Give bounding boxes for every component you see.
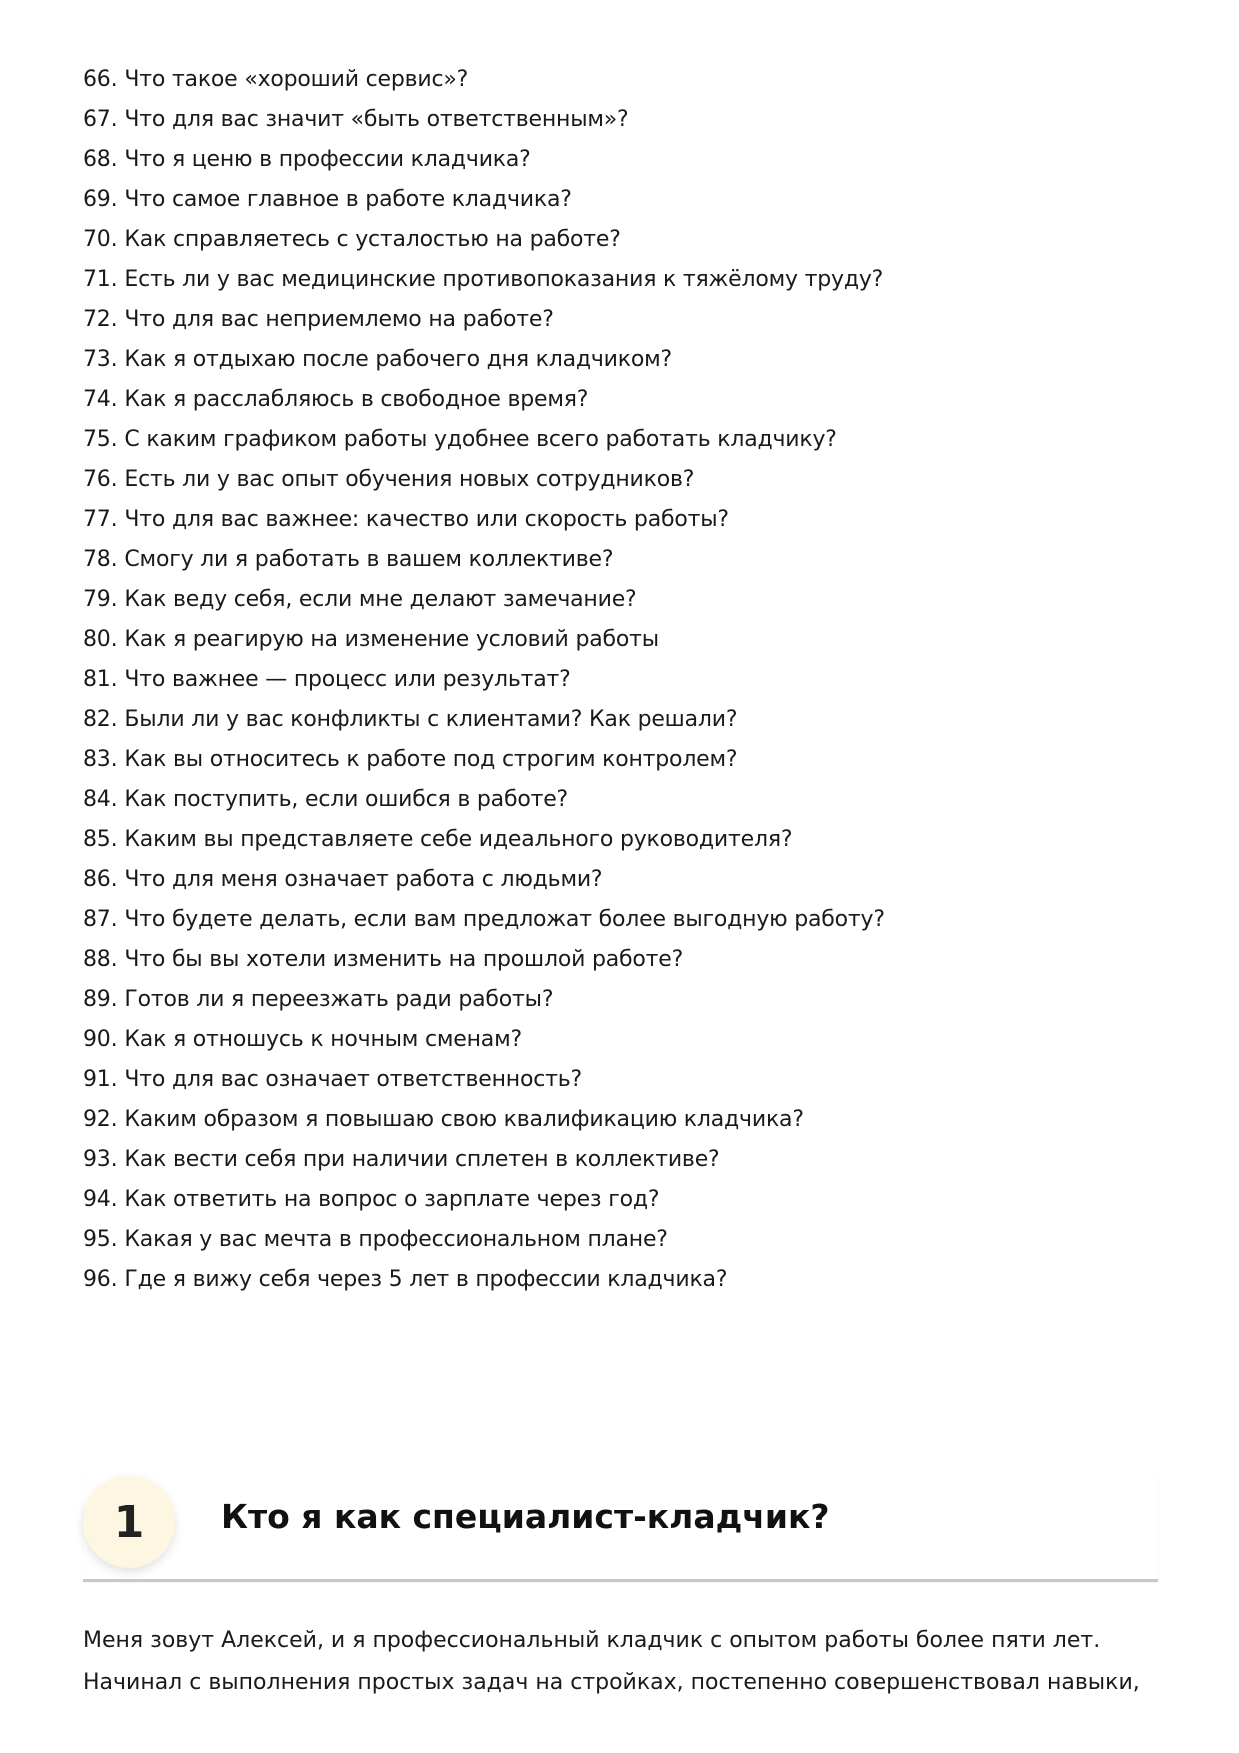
question-item <box>83 100 885 140</box>
question-item <box>83 1060 885 1100</box>
question-item <box>83 340 885 380</box>
question-item <box>83 580 885 620</box>
question-text: Как я отдыхаю после рабочего дня кладчиком? <box>124 347 672 372</box>
question-text: Есть ли у вас опыт обучения новых сотрудников? <box>124 467 695 492</box>
question-number: 80. <box>83 627 118 652</box>
question-item <box>83 980 885 1020</box>
question-number: 77. <box>83 507 118 532</box>
question-number: 71. <box>83 267 118 292</box>
question-text: Как я реагирую на изменение условий работы <box>124 627 659 652</box>
question-item <box>83 1100 885 1140</box>
question-number: 84. <box>83 787 118 812</box>
question-item <box>83 180 885 220</box>
question-number: 75. <box>83 427 118 452</box>
question-number: 91. <box>83 1067 118 1092</box>
question-number: 78. <box>83 547 118 572</box>
question-item <box>83 1020 885 1060</box>
question-text: Были ли у вас конфликты с клиентами? Как решали? <box>124 707 738 732</box>
question-text: Смогу ли я работать в вашем коллективе? <box>124 547 614 572</box>
question-text: Каким вы представляете себе идеального руководителя? <box>124 827 793 852</box>
question-number: 73. <box>83 347 118 372</box>
question-number: 79. <box>83 587 118 612</box>
question-item <box>83 660 885 700</box>
question-item <box>83 260 885 300</box>
question-number: 96. <box>83 1267 118 1292</box>
question-list <box>83 60 885 1300</box>
question-item <box>83 700 885 740</box>
question-text: Где я вижу себя через 5 лет в профессии кладчика? <box>124 1267 728 1292</box>
question-number: 93. <box>83 1147 118 1172</box>
question-text: Как я отношусь к ночным сменам? <box>124 1027 522 1052</box>
question-text: Как ответить на вопрос о зарплате через год? <box>124 1187 660 1212</box>
question-item <box>83 780 885 820</box>
question-number: 85. <box>83 827 118 852</box>
question-text: Что такое «хороший сервис»? <box>124 67 469 92</box>
question-number: 67. <box>83 107 118 132</box>
question-number: 94. <box>83 1187 118 1212</box>
question-item <box>83 420 885 460</box>
question-item <box>83 860 885 900</box>
question-number: 82. <box>83 707 118 732</box>
question-item <box>83 60 885 100</box>
question-number: 88. <box>83 947 118 972</box>
question-text: Что для вас неприемлемо на работе? <box>124 307 554 332</box>
question-item <box>83 1180 885 1220</box>
question-text: Как вы относитесь к работе под строгим контролем? <box>124 747 738 772</box>
question-number: 86. <box>83 867 118 892</box>
question-text: С каким графиком работы удобнее всего работать кладчику? <box>124 427 837 452</box>
question-text: Каким образом я повышаю свою квалификацию кладчика? <box>124 1107 804 1132</box>
question-item <box>83 900 885 940</box>
question-item <box>83 380 885 420</box>
question-text: Как поступить, если ошибся в работе? <box>124 787 569 812</box>
question-text: Что будете делать, если вам предложат более выгодную работу? <box>124 907 885 932</box>
question-item <box>83 620 885 660</box>
question-text: Есть ли у вас медицинские противопоказания к тяжёлому труду? <box>124 267 884 292</box>
section-header <box>83 1474 1158 1582</box>
question-number: 83. <box>83 747 118 772</box>
question-item <box>83 1260 885 1300</box>
question-number: 72. <box>83 307 118 332</box>
question-number: 68. <box>83 147 118 172</box>
section-title: Кто я как специалист-кладчик? <box>221 1497 830 1536</box>
question-number: 95. <box>83 1227 118 1252</box>
question-text: Как вести себя при наличии сплетен в коллективе? <box>124 1147 720 1172</box>
question-item <box>83 540 885 580</box>
question-number: 76. <box>83 467 118 492</box>
question-text: Как веду себя, если мне делают замечание? <box>124 587 637 612</box>
body-paragraph <box>83 1620 1158 1704</box>
body-line: Меня зовут Алексей, и я профессиональный кладчик с опытом работы более пяти лет. <box>83 1628 1101 1653</box>
question-number: 89. <box>83 987 118 1012</box>
question-text: Что для меня означает работа с людьми? <box>124 867 603 892</box>
question-number: 87. <box>83 907 118 932</box>
question-item <box>83 940 885 980</box>
question-text: Что важнее — процесс или результат? <box>124 667 571 692</box>
question-item <box>83 820 885 860</box>
question-number: 69. <box>83 187 118 212</box>
question-text: Что для вас значит «быть ответственным»? <box>124 107 629 132</box>
question-item <box>83 300 885 340</box>
question-item <box>83 1140 885 1180</box>
question-item <box>83 220 885 260</box>
question-number: 81. <box>83 667 118 692</box>
section-number-badge: 1 <box>83 1476 175 1568</box>
question-number: 74. <box>83 387 118 412</box>
question-text: Какая у вас мечта в профессиональном плане? <box>124 1227 668 1252</box>
question-item <box>83 460 885 500</box>
question-text: Что я ценю в профессии кладчика? <box>124 147 531 172</box>
question-number: 70. <box>83 227 118 252</box>
question-number: 92. <box>83 1107 118 1132</box>
question-item <box>83 500 885 540</box>
question-number: 90. <box>83 1027 118 1052</box>
question-item <box>83 140 885 180</box>
question-text: Готов ли я переезжать ради работы? <box>124 987 554 1012</box>
question-number: 66. <box>83 67 118 92</box>
question-text: Что для вас важнее: качество или скорость работы? <box>124 507 729 532</box>
question-text: Как я расслабляюсь в свободное время? <box>124 387 589 412</box>
question-text: Что для вас означает ответственность? <box>124 1067 583 1092</box>
question-text: Что самое главное в работе кладчика? <box>124 187 572 212</box>
question-text: Как справляетесь с усталостью на работе? <box>124 227 621 252</box>
body-line: Начинал с выполнения простых задач на стройках, постепенно совершенствовал навыки, <box>83 1670 1140 1695</box>
question-item <box>83 1220 885 1260</box>
question-text: Что бы вы хотели изменить на прошлой работе? <box>124 947 684 972</box>
question-item <box>83 740 885 780</box>
